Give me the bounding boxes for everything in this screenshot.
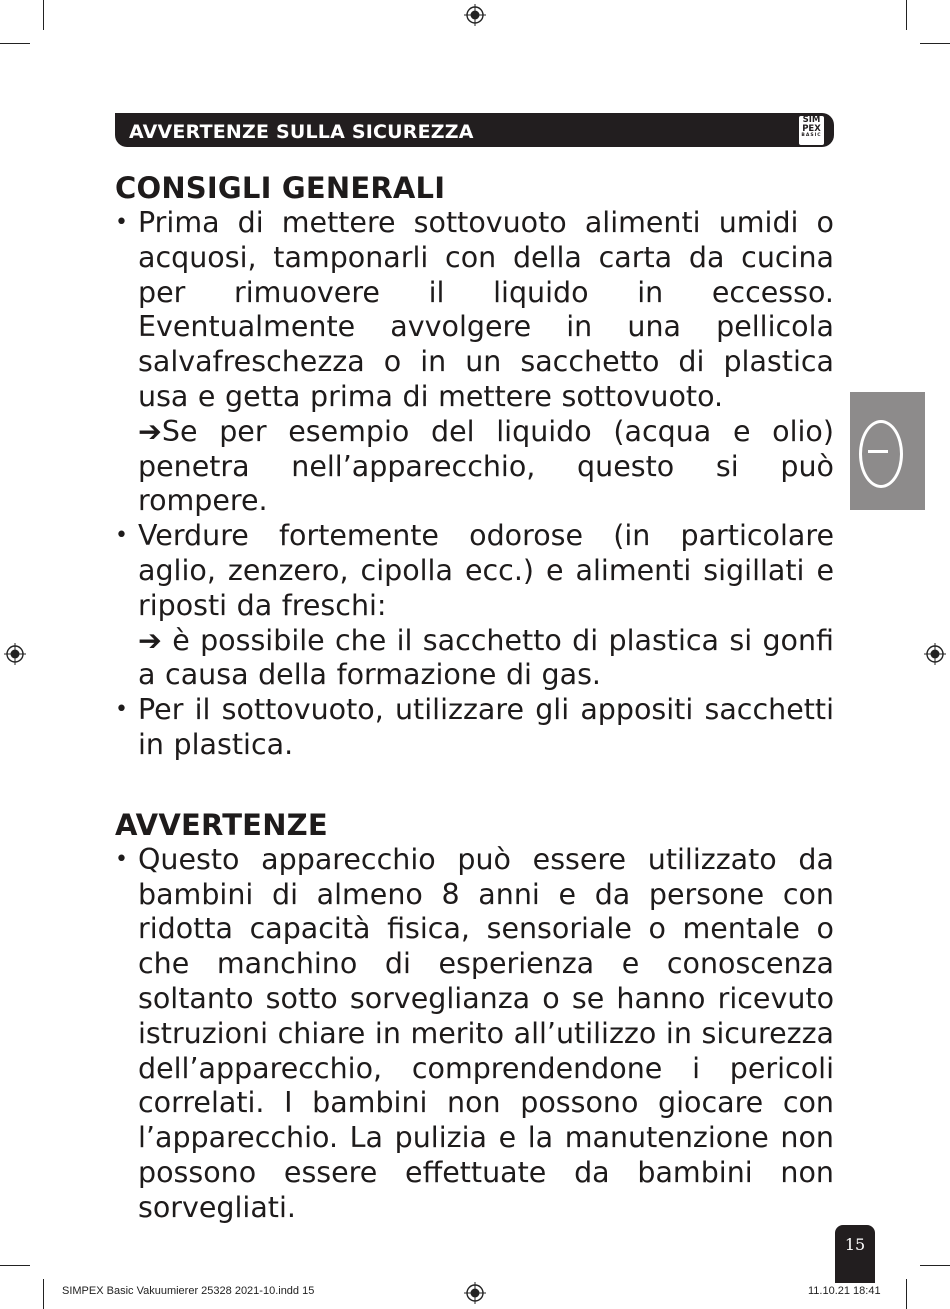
crop-mark [906, 0, 907, 30]
crop-mark [906, 1279, 907, 1309]
language-side-tab [850, 392, 925, 510]
crop-mark [43, 1279, 44, 1309]
page-number-box [835, 1225, 875, 1283]
bullet-text: Per il sottovuoto, utilizzare gli appositi sacchetti in plastica. [138, 693, 834, 761]
list-item [115, 693, 834, 763]
bullet-marker: • [115, 846, 128, 872]
list-item [115, 843, 834, 1226]
arrow-right-icon: ➔ [138, 623, 162, 657]
page-number: 15 [844, 1235, 866, 1254]
footer-file-name: SIMPEX Basic Vakuumierer 25328 2021-10.indd 15 [62, 1285, 315, 1297]
section-spacer [115, 763, 834, 807]
crop-mark [920, 1265, 950, 1266]
footer-date: 11.10.21 18:41 [808, 1285, 881, 1297]
logo-line-2: PEX [802, 123, 821, 134]
section-header-title: AVVERTENZE SULLA SICUREZZA [129, 121, 474, 143]
minus-in-circle-icon [859, 420, 903, 488]
minus-icon [868, 450, 888, 453]
bullet-marker: • [115, 697, 128, 723]
crop-mark [43, 0, 44, 30]
bullet-marker: • [115, 210, 128, 235]
bullet-marker: • [115, 523, 128, 549]
list-item [115, 206, 834, 519]
list-item [115, 519, 834, 693]
section-heading-warnings: AVVERTENZE [115, 807, 328, 842]
bullet-text: Verdure fortemente odorose (in particolare aglio, zenzero, cipolla ecc.) e alimenti sigillati e riposti da freschi: [138, 519, 834, 622]
registration-mark-icon [4, 643, 26, 665]
crop-mark [920, 43, 950, 44]
registration-mark-icon [924, 643, 946, 665]
section-heading-general: CONSIGLI GENERALI [115, 171, 446, 205]
bullet-note: Se per esempio del liquido (acqua e olio) penetra nell’apparecchio, questo si può rompere. [138, 414, 834, 518]
crop-mark [0, 43, 30, 44]
brand-logo [799, 116, 824, 145]
logo-line-3: BASIC [801, 133, 822, 138]
arrow-right-icon: ➔ [138, 414, 162, 448]
bullet-text: Prima di mettere sottovuoto alimenti umidi o acquosi, tamponarli con della carta da cucina per rimuovere il liquido in eccesso. Eventualmente avvolgere in una pellicola salvafreschezza o in un sacchetto di plastica usa e getta prima di mettere sottovuoto. [138, 206, 834, 413]
registration-mark-icon [464, 4, 486, 26]
section-header-bar [115, 113, 834, 147]
logo-line-1: SIM [802, 115, 821, 125]
bullet-note: è possibile che il sacchetto di plastica si gonfi a causa della formazione di gas. [138, 623, 834, 692]
bullet-text: Questo apparecchio può essere utilizzato da bambini di almeno 8 anni e da persone con ridotta capacità fisica, sensoriale o mentale o che manchino di esperienza e conoscenza soltanto sotto sorveglianza o se hanno ricevuto istruzioni chiare in merito all’utilizzo in sicurezza dell’apparecchio, comprendendone i pericoli correlati. I bambini non possono giocare con l’apparecchio. La pulizia e la manutenzione non possono essere effettuate da bambini non sorvegliati. [138, 842, 834, 1224]
registration-mark-icon [464, 1282, 486, 1304]
crop-mark [0, 1265, 30, 1266]
page-content [115, 170, 834, 1226]
